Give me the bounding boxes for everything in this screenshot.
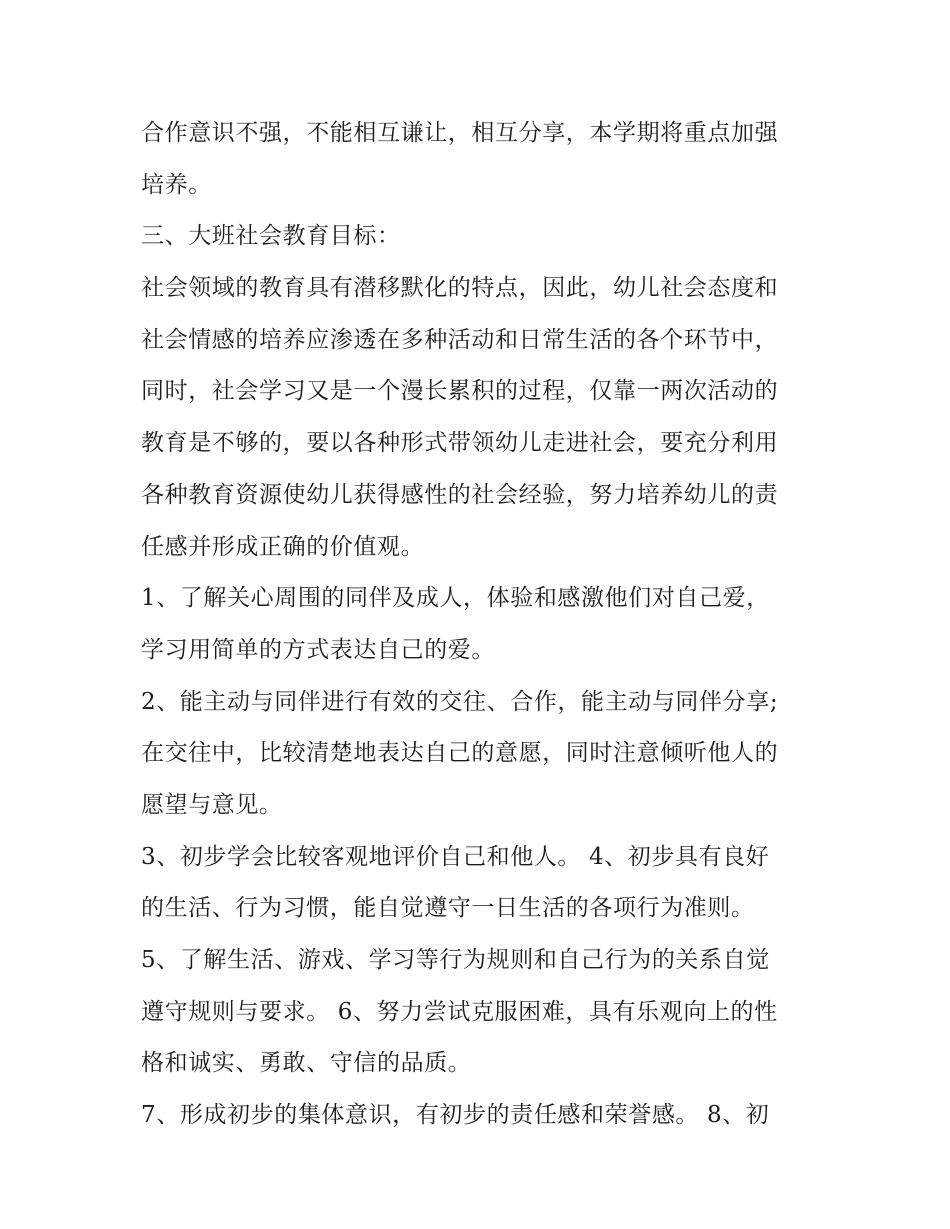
body-text: [141, 108, 821, 1142]
goal-item-7-8: 7、形成初步的集体意识，有初步的责任感和荣誉感。 8、初: [141, 1102, 770, 1129]
goal-item-1: 1、了解关心周围的同伴及成人，体验和感激他们对自己爱，: [141, 585, 770, 612]
goal-item-2-end: 愿望与意见。: [141, 791, 283, 818]
goal-item-5: 5、了解生活、游戏、学习等行为规则和自己行为的关系自觉: [141, 947, 770, 973]
text-line-6: 同时，社会学习又是一个漫长累积的过程，仅靠一两次活动的: [141, 378, 779, 405]
goal-item-3-4: 3、初步学会比较客观地评价自己和他人。 4、初步具有良好: [141, 843, 770, 870]
goal-item-1-cont: 学习用简单的方式表达自己的爱。: [141, 636, 495, 663]
text-line-2: 培养。: [141, 171, 212, 198]
text-line-1: 合作意识不强，不能相互谦让，相互分享，本学期将重点加强: [141, 120, 779, 146]
text-line-4: 社会领域的教育具有潜移默化的特点，因此，幼儿社会态度和: [141, 275, 779, 302]
text-line-7: 教育是不够的，要以各种形式带领幼儿走进社会，要充分利用: [141, 430, 779, 457]
text-line-5: 社会情感的培养应渗透在多种活动和日常生活的各个环节中，: [141, 326, 779, 353]
goal-item-6-cont: 格和诚实、勇敢、守信的品质。: [141, 1050, 472, 1077]
goal-item-5-6: 遵守规则与要求。 6、努力尝试克服困难，具有乐观向上的性: [141, 998, 778, 1025]
goal-item-4-cont: 的生活、行为习惯，能自觉遵守一日生活的各项行为准则。: [141, 895, 755, 922]
text-line-9: 任感并形成正确的价值观。: [141, 533, 425, 560]
goal-item-2-cont: 在交往中，比较清楚地表达自己的意愿，同时注意倾听他人的: [141, 740, 779, 767]
section-heading: 三、大班社会教育目标：: [141, 223, 401, 250]
goal-item-2: 2、能主动与同伴进行有效的交往、合作，能主动与同伴分享;: [141, 688, 779, 715]
text-line-8: 各种教育资源使幼儿获得感性的社会经验，努力培养幼儿的责: [141, 481, 779, 508]
